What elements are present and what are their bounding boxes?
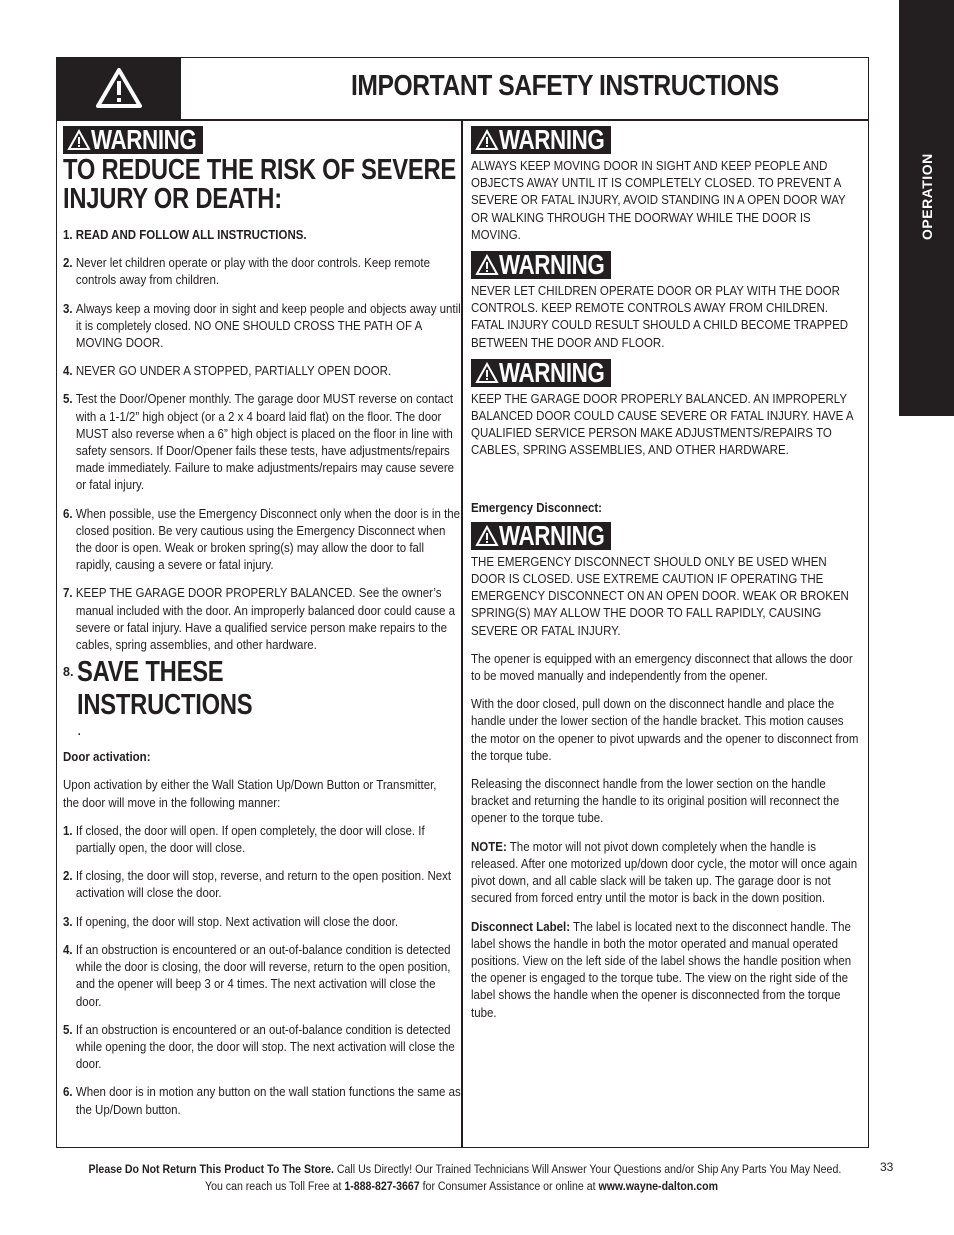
page-number: 33 (880, 1160, 894, 1174)
item-text: Test the Door/Opener monthly. The garage door MUST reverse on contact with a 1-1/2” high object (or a 2 x 4 board laid flat) on the floor. The door MUST also reverse when a 6” high object is placed on the floor in line with safety sensors. If Door/Opener fails these tests, have adjustments/repairs made immediately. Failure to make adjustments/repairs may cause severe or fatal injury. (75, 392, 455, 493)
warning-label: WARNING (91, 124, 197, 155)
footer (56, 1162, 867, 1196)
item-text: If an obstruction is encountered or an out-of-balance condition is detected while the door is closing, the door will reverse, return to the open position, and the opener will beep 3 or 4 times. The next activation will close the door. (75, 942, 451, 1009)
risk-heading: TO REDUCE THE RISK OF SEVERE INJURY OR DEATH: (63, 154, 457, 215)
item-number: 4. (63, 364, 73, 379)
emergency-disconnect-heading: Emergency Disconnect: (471, 500, 603, 515)
footer-url: www.wayne-dalton.com (598, 1181, 719, 1193)
item-text: KEEP THE GARAGE DOOR PROPERLY BALANCED. See the owner’s manual included with the door. An improperly balanced door could cause a severe or fatal injury. Have a qualified service person make repairs to the cables, spring assemblies, and other hardware. (75, 586, 455, 653)
item-number: 8. (63, 665, 74, 680)
footer-text: Call Us Directly! Our Trained Technicians Will Answer Your Questions and/or Ship Any Parts You May Need. (333, 1164, 842, 1176)
warning-triangle-icon (475, 254, 499, 276)
item-text: If an obstruction is encountered or an out-of-balance condition is detected while opening the door, the door will stop. The next activation will close the door. (75, 1022, 455, 1072)
item-text: Never let children operate or play with the door controls. Keep remote controls away from children. (75, 256, 431, 288)
warning-triangle-icon (475, 525, 499, 547)
list-item (63, 301, 463, 353)
list-item (63, 585, 463, 654)
list-item (63, 914, 463, 931)
item-text: Always keep a moving door in sight and keep people and objects away until it is completely closed. NO ONE SHOULD CROSS THE PATH OF A MOVING DOOR. (75, 301, 461, 351)
header-rule (181, 119, 868, 121)
list-item (63, 1022, 463, 1074)
item-number: 5. (63, 392, 73, 407)
item-text: If closed, the door will open. If open completely, the door will close. If partially open, the door will close. (75, 823, 425, 856)
footer-text: You can reach us Toll Free at (204, 1181, 345, 1193)
header-rule-left (57, 119, 181, 121)
item-number: 2. (63, 256, 73, 271)
list-item (63, 391, 463, 494)
item-number: 4. (63, 942, 73, 957)
footer-line-1 (88, 1162, 842, 1179)
item-number: 6. (63, 506, 73, 521)
door-activation-heading: Door activation: (63, 750, 151, 765)
emergency-para-2: With the door closed, pull down on the disconnect handle and place the handle under the lower section of the handle bracket. This motion causes the motor on the opener to pivot upwards and the opener to disconnect from the torque tube. (471, 697, 859, 763)
instruction-item-1: 1. READ AND FOLLOW ALL INSTRUCTIONS. (63, 228, 307, 242)
emergency-para-1: The opener is equipped with an emergency disconnect that allows the door to be moved manually and independently from the opener. (471, 651, 853, 684)
door-activation-intro: Upon activation by either the Wall Station Up/Down Button or Transmitter, the door will move in the following manner: (63, 778, 437, 810)
warning-text-2: NEVER LET CHILDREN OPERATE DOOR OR PLAY WITH THE DOOR CONTROLS. KEEP REMOTE CONTROLS AWAY FROM CHILDREN. FATAL INJURY COULD RESULT SHOULD A CHILD BECOME TRAPPED BETWEEN THE DOOR AND FLOOR. (471, 284, 849, 350)
warning-badge (471, 519, 611, 551)
footer-line-2 (88, 1179, 834, 1196)
warning-badge (63, 126, 203, 154)
warning-badge (471, 126, 611, 154)
item-number: 7. (63, 586, 73, 601)
side-tab (899, 0, 954, 416)
warning-text-3: KEEP THE GARAGE DOOR PROPERLY BALANCED. AN IMPROPERLY BALANCED DOOR COULD CAUSE SEVERE OR FATAL INJURY. HAVE A QUALIFIED SERVICE PERSON MAKE ADJUSTMENTS/REPAIRS TO CABLES, SPRING ASSEMBLIES, AND OTHER HARDWARE. (471, 391, 853, 458)
footer-bold: Please Do Not Return This Product To The Store. (88, 1164, 334, 1176)
header-icon-box (57, 58, 181, 119)
note-paragraph (471, 839, 858, 908)
left-column (63, 124, 461, 1119)
item-number: 1. (63, 823, 73, 838)
item-text: When door is in motion any button on the wall station functions the same as the Up/Down button. (75, 1085, 461, 1117)
item-number: 6. (63, 1085, 73, 1100)
note-label: NOTE: (471, 839, 507, 854)
list-item (63, 823, 463, 857)
disconnect-label-text: The label is located next to the disconnect handle. The label shows the handle in both the motor operated and manual operated positions. View on the left side of the label shows the handle position when the opener is engaged to the torque tube. The view on the right side of the label shows the handle when the opener is disconnected from the torque tube. (471, 919, 852, 1020)
page-title: IMPORTANT SAFETY INSTRUCTIONS (351, 70, 779, 102)
warning-text-4: THE EMERGENCY DISCONNECT SHOULD ONLY BE USED WHEN DOOR IS CLOSED. USE EXTREME CAUTION IF OPERATING THE EMERGENCY DISCONNECT ON AN OPEN DOOR. WEAK OR BROKEN SPRING(S) MAY ALLOW THE DOOR TO FALL RAPIDLY, CAUSING SEVERE OR FATAL INJURY. (471, 554, 849, 638)
list-item (63, 255, 463, 289)
instruction-item-8 (63, 656, 453, 740)
disconnect-label-paragraph (471, 919, 858, 1022)
right-column (471, 126, 861, 1022)
item-text: If closing, the door will stop, reverse, and return to the open position. Next activation will close the door. (75, 869, 452, 901)
warning-triangle-icon (475, 129, 499, 151)
warning-triangle-icon (475, 362, 499, 384)
emergency-para-3: Releasing the disconnect handle from the lower section on the handle bracket and returning the handle to its original position will reconnect the opener to the torque tube. (471, 777, 840, 826)
warning-triangle-icon (67, 129, 91, 151)
item-number: 2. (63, 869, 73, 884)
warning-text-1: ALWAYS KEEP MOVING DOOR IN SIGHT AND KEEP PEOPLE AND OBJECTS AWAY UNTIL IT IS COMPLETELY CLOSED. TO PREVENT A SEVERE OR FATAL INJURY, AVOID STANDING IN A OPEN DOOR WAY OR WALKING THROUGH THE DOORWAY WHILE THE DOOR IS MOVING. (471, 159, 846, 242)
warning-label: WARNING (499, 356, 605, 388)
item-text: If opening, the door will stop. Next activation will close the door. (75, 914, 399, 929)
list-item (63, 1084, 463, 1118)
warning-badge (471, 356, 611, 388)
safety-frame (56, 57, 869, 1148)
warning-label: WARNING (499, 124, 605, 155)
warning-label: WARNING (499, 519, 605, 551)
warning-label: WARNING (499, 249, 605, 281)
item-text: NEVER GO UNDER A STOPPED, PARTIALLY OPEN DOOR. (75, 364, 392, 379)
list-item (63, 942, 463, 1011)
save-instructions: SAVE THESE INSTRUCTIONS (77, 656, 253, 722)
list-item (63, 868, 463, 902)
item-number: 3. (63, 301, 73, 316)
footer-phone: 1-888-827-3667 (344, 1181, 420, 1193)
item-text: When possible, use the Emergency Disconnect only when the door is in the closed position. Be very cautious using the Emergency Disconnect when the door is open. Weak or broken spring(s) may allow the door to fall rapidly, causing a severe or fatal injury. (75, 506, 461, 573)
list-item (63, 506, 463, 575)
item-number: 3. (63, 914, 73, 929)
warning-triangle-icon (94, 66, 144, 110)
list-item (63, 363, 463, 380)
footer-text: for Consumer Assistance or online at (419, 1181, 599, 1193)
note-text: The motor will not pivot down completely when the handle is released. After one motorized up/down door cycle, the motor will once again pivot down, and all cable slack will be taken up. The garage door is not secured from forced entry until the motor is back in the down position. (471, 839, 858, 906)
item-period: . (77, 722, 82, 740)
item-number: 5. (63, 1022, 73, 1037)
side-tab-label: OPERATION (919, 153, 935, 240)
disconnect-label-heading: Disconnect Label: (471, 919, 571, 934)
warning-badge (471, 251, 611, 279)
